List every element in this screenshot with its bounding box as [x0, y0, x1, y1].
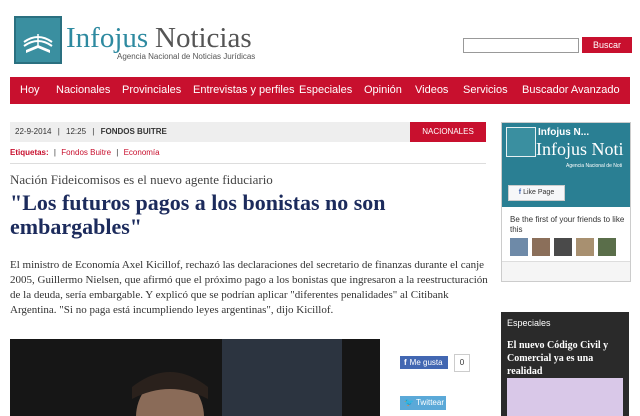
especiales-box — [501, 312, 629, 416]
tweet-button[interactable]: 🐦 Twittear — [400, 396, 446, 410]
facebook-icon: f — [404, 358, 407, 367]
article-photo[interactable] — [10, 339, 380, 416]
main-nav — [10, 77, 630, 104]
brand-name-noticias[interactable]: Noticias — [155, 22, 252, 54]
friends-like-text: Be the first of your friends to like this — [510, 215, 625, 234]
facebook-page-name[interactable]: Infojus N... — [538, 127, 590, 138]
article-date: 22-9-2014 — [15, 127, 52, 136]
tags-label: Etiquetas: — [10, 148, 49, 157]
facebook-page-widget — [501, 122, 631, 282]
nav-item-hoy[interactable]: Hoy — [20, 84, 40, 96]
tag-link[interactable]: Fondos Buitre — [61, 148, 112, 157]
article-section-tag[interactable]: FONDOS BUITRE — [100, 127, 167, 136]
facebook-icon: f — [518, 189, 522, 196]
widget-footer — [502, 261, 630, 281]
twitter-icon: 🐦 — [404, 398, 414, 407]
article-photo-image — [10, 339, 380, 416]
category-badge[interactable]: NACIONALES — [410, 122, 486, 142]
nav-item-videos[interactable]: Videos — [415, 84, 449, 96]
nav-item-nacionales[interactable]: Nacionales — [56, 84, 111, 96]
article-kicker: Nación Fideicomisos es el nuevo agente fiduciario — [10, 172, 273, 187]
like-page-button[interactable]: f Like Page — [508, 185, 565, 201]
cover-title: Infojus Noti — [536, 139, 624, 159]
article-headline: "Los futuros pagos a los bonistas no son embargables" — [10, 190, 386, 239]
nav-item-servicios[interactable]: Servicios — [463, 84, 508, 96]
facebook-cover[interactable] — [502, 123, 630, 207]
cover-subtitle: Agencia Nacional de Noti — [566, 163, 623, 169]
nav-item-provinciales[interactable]: Provinciales — [122, 84, 182, 96]
nav-item-buscador-avanzado[interactable]: Buscador Avanzado — [522, 84, 620, 96]
article-meta-bar: 22-9-2014 | 12:25 | FONDOS BUITRE — [10, 122, 410, 142]
nav-item-entrevistas[interactable]: Entrevistas y perfiles — [193, 84, 295, 96]
tagline: Agencia Nacional de Noticias Jurídicas — [117, 52, 256, 61]
facebook-like-button[interactable]: f Me gusta — [400, 356, 448, 369]
especiales-title[interactable]: El nuevo Código Civil y Comercial ya es una realidad — [507, 340, 609, 377]
avatar[interactable] — [598, 238, 616, 256]
avatar[interactable] — [576, 238, 594, 256]
tag-link[interactable]: Economía — [123, 148, 160, 157]
divider — [10, 163, 486, 164]
article-lead: El ministro de Economía Axel Kicillof, rechazó las declaraciones del secretario de finanzas durante el canje 2005, Guillermo Nielsen, que afirmó que el próximo pago a los bonistas que ingresaron a la reestructuración de la deuda, sería embargable. Y explicó que se podrían aplicar "diferentes penalidades" al Citibank Argentina. "Si no paga está incumpliendo leyes argentinas", dijo Kicillof. — [10, 259, 488, 316]
logo[interactable] — [14, 16, 62, 64]
search-input[interactable] — [463, 38, 579, 53]
avatar[interactable] — [554, 238, 572, 256]
especiales-header[interactable]: Especiales — [507, 318, 551, 328]
especiales-image[interactable] — [507, 378, 623, 416]
article-time: 12:25 — [66, 127, 87, 136]
tags-row: Etiquetas: | Fondos Buitre | Economía — [10, 148, 160, 157]
page-avatar-icon — [506, 127, 536, 157]
open-book-icon — [16, 18, 60, 62]
nav-item-opinion[interactable]: Opinión — [364, 84, 402, 96]
facebook-share — [400, 354, 466, 370]
nav-item-especiales[interactable]: Especiales — [299, 84, 353, 96]
avatar[interactable] — [510, 238, 528, 256]
search-button[interactable]: Buscar — [582, 37, 632, 53]
like-count: 0 — [454, 354, 470, 372]
brand-name-infojus[interactable]: Infojus — [66, 22, 149, 54]
avatar[interactable] — [532, 238, 550, 256]
